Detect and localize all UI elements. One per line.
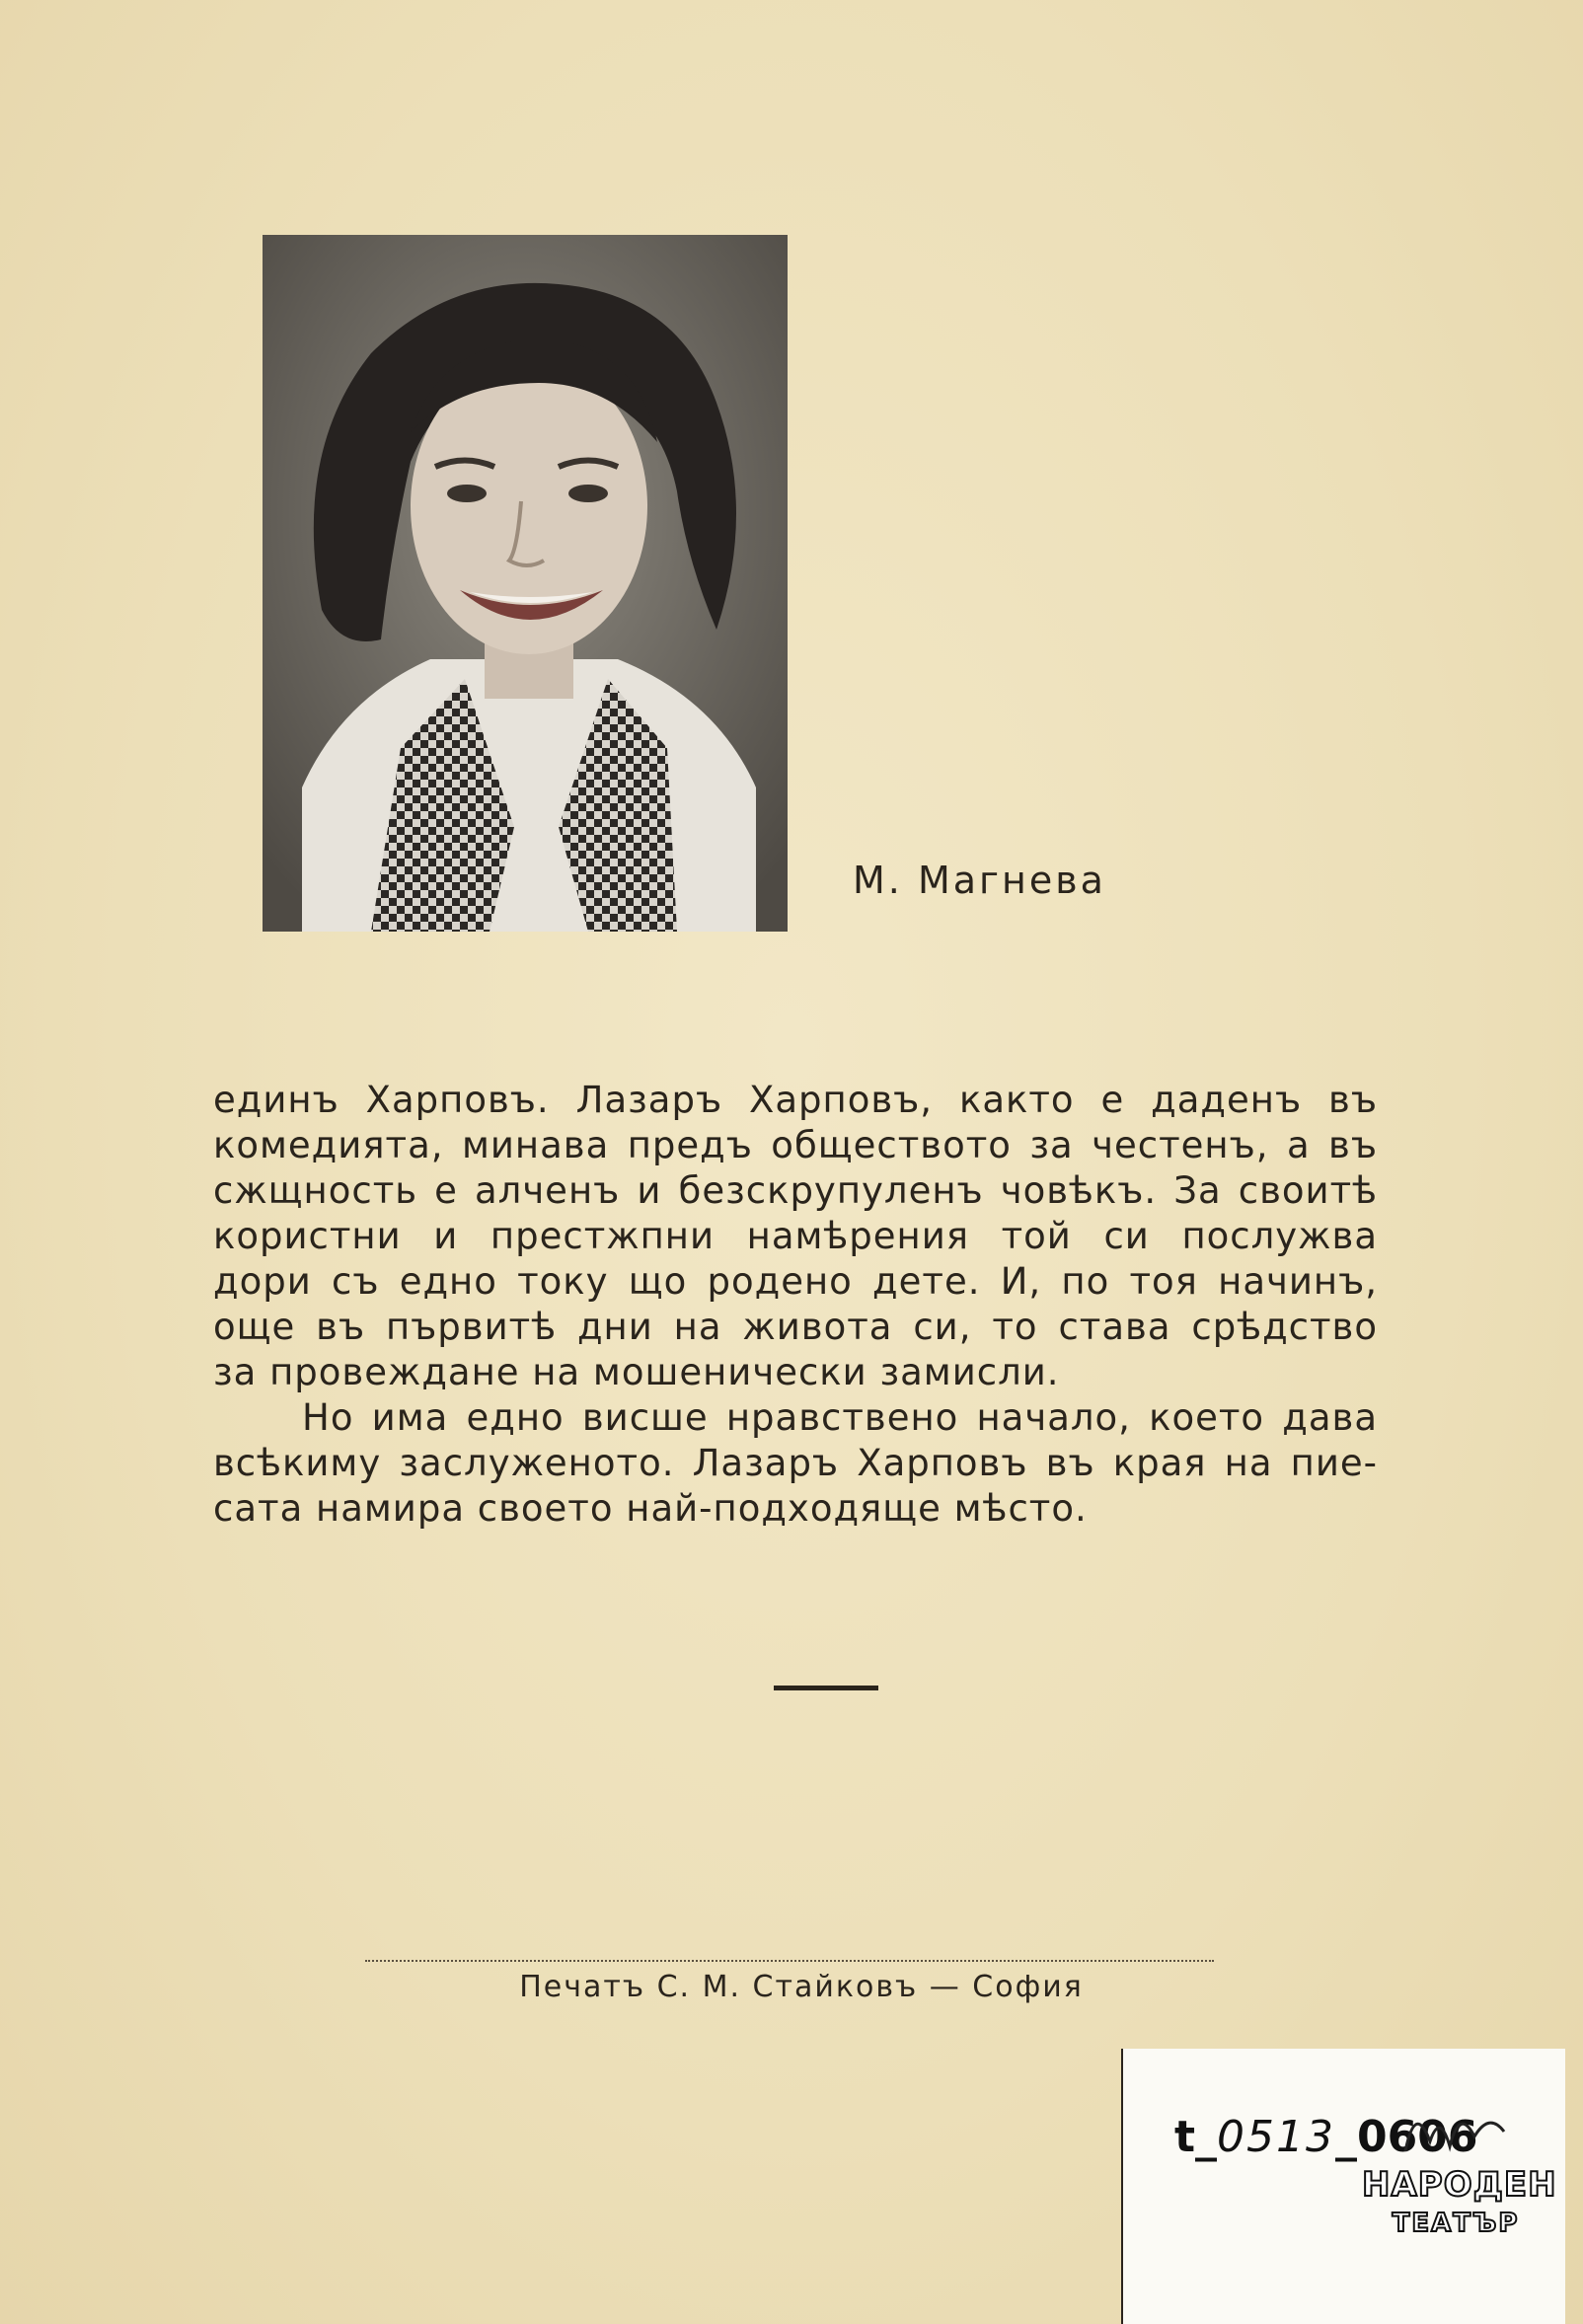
- archive-label: [1121, 2049, 1565, 2324]
- portrait-photo: [263, 235, 788, 932]
- stamp-line-1: НАРОДЕН: [1362, 2165, 1557, 2205]
- text-line: сжщность е алченъ и безскрупуленъ човѣкъ. За своитѣ: [213, 1169, 1378, 1212]
- text-line: още въ първитѣ дни на живота си, то става срѣдство: [213, 1306, 1378, 1348]
- archive-code-prefix: t_: [1174, 2112, 1218, 2162]
- text-line: всѣкиму заслуженото. Лазаръ Харповъ въ края на пие-: [213, 1442, 1378, 1484]
- archive-code-handwritten: 0513: [1217, 2112, 1336, 2162]
- text-line: дори съ едно току що родено дете. И, по тоя начинъ,: [213, 1260, 1378, 1303]
- section-divider: [774, 1686, 878, 1690]
- text-line: единъ Харповъ. Лазаръ Харповъ, както е даденъ въ: [213, 1079, 1378, 1121]
- text-line: за провеждане на мошенически замисли.: [213, 1351, 1060, 1393]
- footer-rule: [365, 1960, 1214, 1962]
- text-line: комедията, минава предъ обществото за честенъ, а въ: [213, 1124, 1378, 1166]
- stamp-line-2: ТЕАТЪР: [1392, 2209, 1520, 2238]
- text-line: сата намира своето най-подходяще мѣсто.: [213, 1487, 1088, 1530]
- printer-imprint: Печатъ С. М. Стайковъ — София: [519, 1970, 1084, 2004]
- stamp-signature-icon: [1395, 2092, 1514, 2171]
- theatre-stamp: [1356, 2088, 1557, 2276]
- body-text: [213, 1078, 1378, 1532]
- portrait-image: [263, 235, 788, 932]
- text-line: користни и престжпни намѣрения той си послужва: [213, 1215, 1378, 1257]
- archive-code-suffix: _0606: [1335, 2112, 1478, 2162]
- text-line: Но има едно висше нравствено начало, което дава: [302, 1396, 1378, 1439]
- photo-caption: М. Магнева: [853, 859, 1106, 902]
